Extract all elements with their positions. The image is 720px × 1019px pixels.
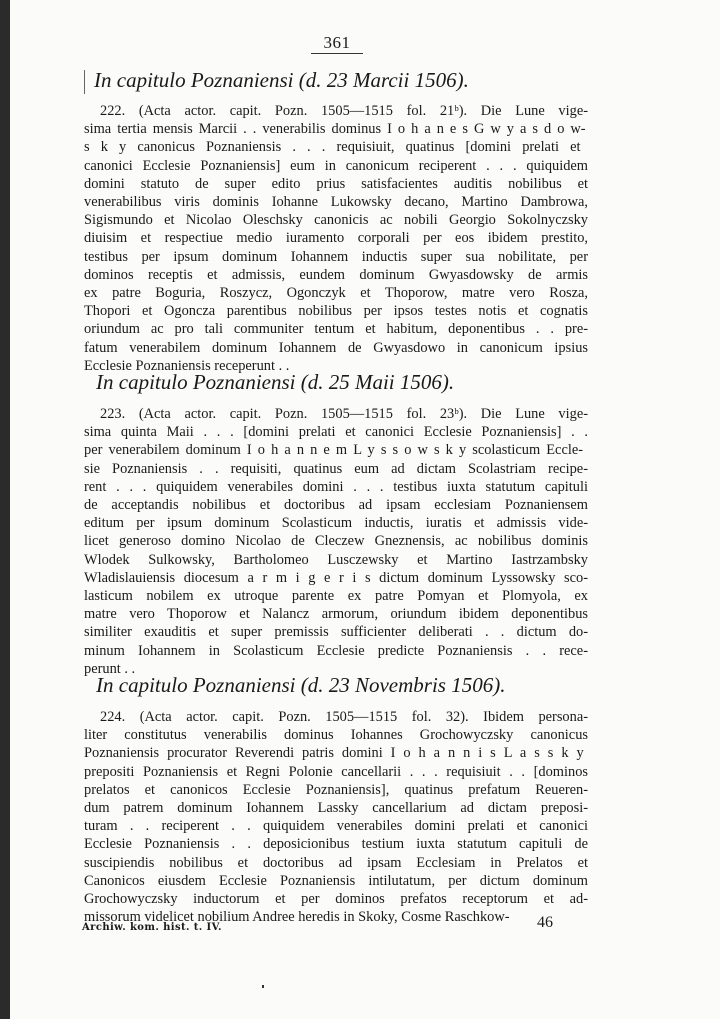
text-line <box>0 175 720 193</box>
text-line <box>0 339 720 357</box>
text-line <box>0 284 720 302</box>
text-line-content: Poznaniensis procurator Reverendi patris domini I o h a n n i s L a s s k y <box>84 745 584 762</box>
section-heading: In capitulo Poznaniensi (d. 23 Marcii 1506). <box>94 68 469 92</box>
text-line-content: ex patre Boguria, Roszycz, Ogonczyk et Thoporow, matre vero Rosza, <box>84 285 588 301</box>
text-line <box>0 835 720 853</box>
text-line-content: dum patrem dominum Iohannem Lassky cancellarium ad dictam preposi- <box>84 800 588 816</box>
text-line <box>0 854 720 872</box>
text-line-content: testibus per ipsum dominum Iohannem inductis super sua nobilitate, per <box>84 248 588 265</box>
text-line-content: perunt . . <box>84 660 136 677</box>
text-line-content: prelatos et canonicos Ecclesie Poznaniensis], quatinus prefatum Reueren- <box>84 781 588 798</box>
text-line-content: domini statuto de super edito prius satisfacientes auditis nobilibus et <box>84 175 588 192</box>
text-line-content: licet generoso domino Nicolao de Cleczew Gneznensis, ac nobilibus dominis <box>84 533 588 550</box>
text-line-content: oriundum ac pro tali communiter tentum et habitum, deponentibus . . pre- <box>84 321 588 338</box>
text-line-content: Wladislauiensis diocesum a r m i g e r i s dictum dominum Lyssowsky sco- <box>84 569 588 586</box>
text-line <box>0 763 720 781</box>
text-line-content: minum Iohannem in Scolasticum Ecclesie predicte Poznaniensis . . rece- <box>84 642 588 659</box>
text-line-content: similiter exauditis et super premissis sufficienter deliberati . . dictum do- <box>84 624 588 641</box>
text-line <box>0 799 720 817</box>
text-line-content: s k y canonicus Poznaniensis . . . requisiuit, quatinus [domini prelati et <box>84 139 581 156</box>
text-line-content: venerabilibus viris dominis Iohanne Lukowsky decano, Martino Dambrowa, <box>84 194 588 210</box>
page-number: 361 <box>311 34 363 54</box>
text-line <box>0 248 720 266</box>
text-line <box>0 744 720 762</box>
text-line <box>0 781 720 799</box>
text-line-content: Canonicos eiusdem Ecclesie Poznaniensis intilutatum, per dictum dominum <box>84 872 588 889</box>
text-line <box>0 138 720 156</box>
text-line-content: canonici Ecclesie Poznaniensis] eum in canonicum reciperent . . . quiquidem <box>84 157 588 174</box>
text-line <box>0 514 720 532</box>
text-line-content: lasticum nobilem ex utroque parente ex patre Pomyan et Plomyola, ex <box>84 588 588 604</box>
text-line <box>0 120 720 138</box>
text-line-content: liter constitutus venerabilis dominus Iohannes Grochowyczsky canonicus <box>84 727 588 744</box>
text-line-content: Ecclesie Poznaniensis . . deposicionibus testium iuxta statutum capituli de <box>84 836 588 853</box>
text-line <box>0 405 720 423</box>
text-line <box>0 478 720 496</box>
text-line-content: per venerabilem dominum I o h a n n e m L y s s o w s k y scolasticum Eccle- <box>84 442 584 459</box>
text-line <box>0 605 720 623</box>
text-line-content: matre vero Thoporow et Nalancz armorum, oriundum ibidem deponentibus <box>84 606 588 623</box>
text-line <box>0 193 720 211</box>
text-line <box>0 623 720 641</box>
text-line-content: 222. (Acta actor. capit. Pozn. 1505—1515 fol. 21ᵇ). Die Lune vige- <box>100 103 588 119</box>
text-line <box>0 320 720 338</box>
text-line <box>0 460 720 478</box>
text-line <box>0 532 720 550</box>
text-line <box>0 423 720 441</box>
text-line-content: Wlodek Sulkowsky, Bartholomeo Lusczewsky et Martino Iastrzambsky <box>84 551 588 568</box>
text-line <box>0 211 720 229</box>
text-line <box>0 102 720 120</box>
text-line-content: editum per ipsum dominum Scolasticum inductis, iuratis et admissis vide- <box>84 515 588 532</box>
text-line <box>0 708 720 726</box>
footer-signature: Archiw. kom. hist. t. IV. <box>82 922 222 933</box>
text-line-content: Thopori et Ogoncza parentibus nobilibus per ipsos testes notis et cognatis <box>84 303 588 320</box>
text-line-content: diuisim et respectiue medio iuramento corporali per eos ibidem prestito, <box>84 230 588 247</box>
text-line-content: dominos receptis et admissis, eundem dominum Gwyasdowsky de armis <box>84 266 588 283</box>
text-line-content: sima quinta Maii . . . [domini prelati et canonici Ecclesie Poznaniensis] . . <box>84 424 588 441</box>
text-line-content: prepositi Poznaniensis et Regni Polonie cancellarii . . . requisiuit . . [dominos <box>84 763 588 780</box>
text-line-content: Sigismundo et Nicolao Oleschsky canonicis ac nobili Georgio Sokolnyczsky <box>84 212 588 229</box>
text-line-content: suscipiendis nobilibus et doctoribus ad ipsam Ecclesiam in Prelatos et <box>84 854 588 871</box>
section-heading: In capitulo Poznaniensi (d. 25 Maii 1506). <box>96 370 455 394</box>
text-line <box>0 817 720 835</box>
text-line-content: sima tertia mensis Marcii . . venerabilis dominus I o h a n e s G w y a s d o w- <box>84 121 586 138</box>
text-line-content: missorum videlicet nobilium Andree heredis in Skoky, Cosme Raschkow- <box>84 909 510 926</box>
scan-speck <box>262 985 264 988</box>
text-line <box>0 441 720 459</box>
text-line <box>0 872 720 890</box>
sheet-number: 46 <box>537 914 553 931</box>
text-line <box>0 569 720 587</box>
text-line-content: sie Poznaniensis . . requisiti, quatinus eum ad dictam Scolastriam recipe- <box>84 460 588 477</box>
text-line-content: Ecclesie Poznaniensis receperunt . . <box>84 357 290 374</box>
text-line <box>0 551 720 569</box>
text-line-content: rent . . . quiquidem venerabiles domini . . . testibus iuxta statutum capituli <box>84 478 588 495</box>
text-line <box>0 229 720 247</box>
section-heading: In capitulo Poznaniensi (d. 23 Novembris 1506). <box>96 673 506 697</box>
text-line <box>0 587 720 605</box>
text-line-content: turam . . reciperent . . quiquidem venerabiles domini prelati et canonici <box>84 818 588 835</box>
text-line-content: Grochowyczsky inductorum et per dominos prefatos receptorum et ad- <box>84 891 588 907</box>
text-line <box>0 266 720 284</box>
text-line <box>0 642 720 660</box>
text-line <box>0 302 720 320</box>
text-line-content: 224. (Acta actor. capit. Pozn. 1505—1515 fol. 32). Ibidem persona- <box>100 709 588 725</box>
text-line-content: de acceptandis nobilibus et doctoribus ad ipsam ecclesiam Poznaniensem <box>84 497 588 513</box>
text-line <box>0 496 720 514</box>
margin-mark <box>84 70 85 94</box>
text-line <box>0 726 720 744</box>
text-line <box>0 890 720 908</box>
text-line <box>0 157 720 175</box>
text-line-content: 223. (Acta actor. capit. Pozn. 1505—1515 fol. 23ᵇ). Die Lune vige- <box>100 406 588 422</box>
text-line-content: fatum venerabilem dominum Iohannem de Gwyasdowo in canonicum ipsius <box>84 339 588 356</box>
